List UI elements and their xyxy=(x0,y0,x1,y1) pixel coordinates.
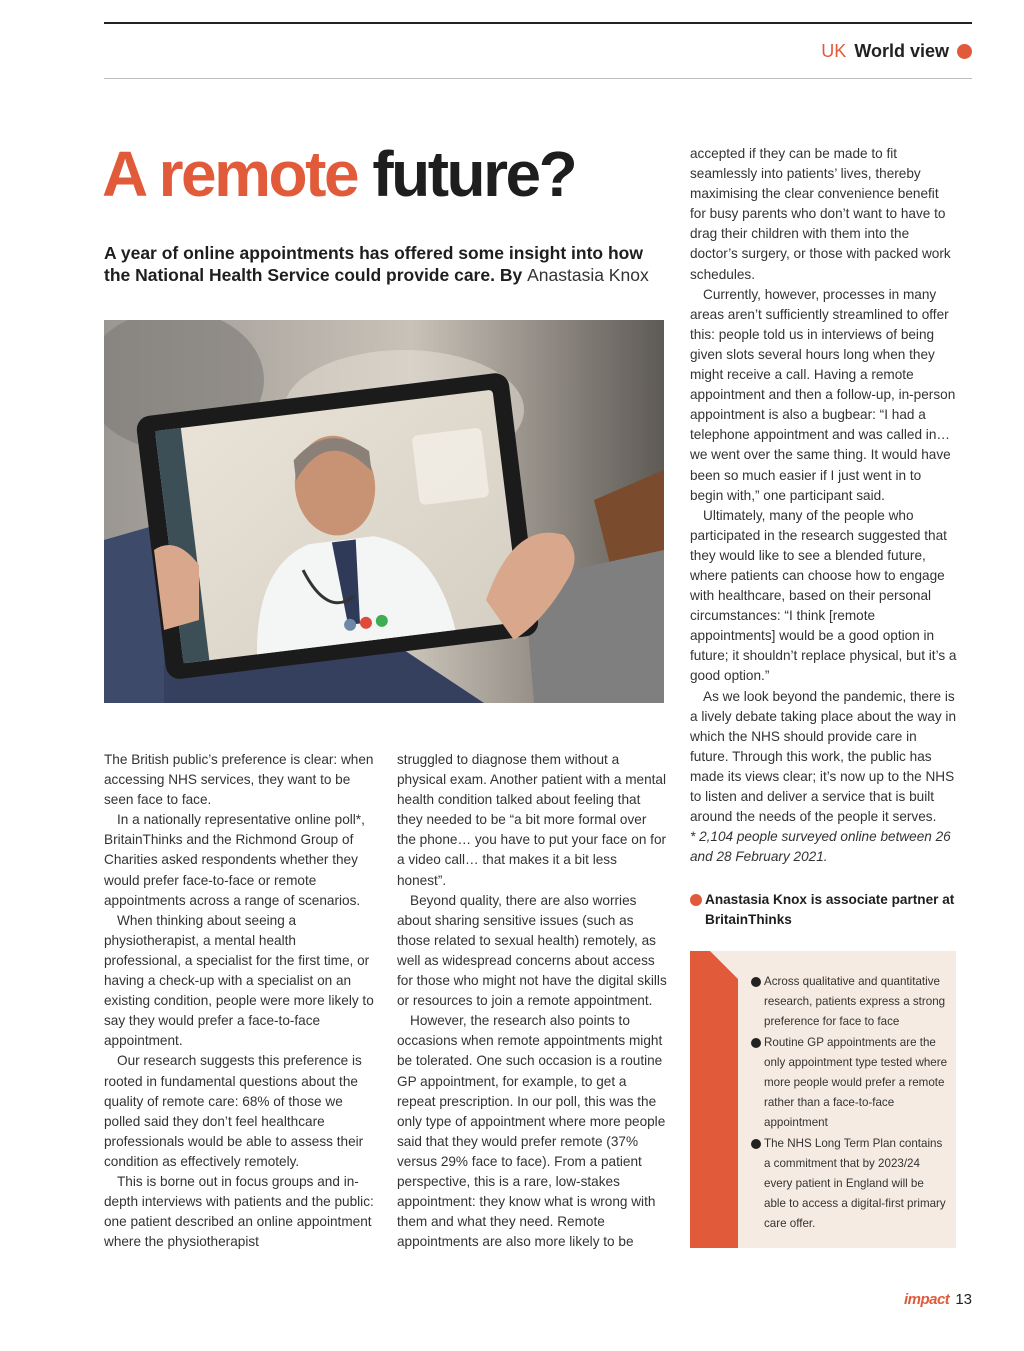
paragraph: In a nationally representative online poll*, BritainThinks and the Richmond Group of Charities asked respondents whether they would prefer face-to-face or remote appointments across a range of scenarios. xyxy=(104,812,365,908)
brand-logo: impact xyxy=(903,1291,950,1308)
orange-banner-shape xyxy=(690,951,738,1248)
standfirst xyxy=(104,242,666,286)
page-footer xyxy=(904,1291,972,1308)
author-bio xyxy=(690,890,960,930)
paragraph: Our research suggests this preference is rooted in fundamental questions about the quality of remote care: 68% of those we polled said they don’t feel healthcare professionals would be able to assess their condition as effectively remotely. xyxy=(104,1053,364,1169)
bullet-icon xyxy=(751,1139,761,1149)
paragraph: This is borne out in focus groups and in-depth interviews with patients and the public: one patient described an online appointment where the physiotherapist xyxy=(104,1173,374,1250)
paragraph: When thinking about seeing a physiotherapist, a mental health professional, a specialist for the first time, or having a check-up with a specialist on an existing condition, people were more likely to say they would prefer a face-to-face appointment. xyxy=(104,912,374,1049)
header-rule xyxy=(104,78,972,79)
paragraph: Beyond quality, there are also worries about sharing sensitive issues (such as those related to sexual health) remotely, as well as widespread concerns about access for those who might not have the digital skills or resources to join a remote appointment. xyxy=(397,892,667,1009)
paragraph: accepted if they can be made to fit seamlessly into patients’ lives, thereby maximising the clear convenience benefit for busy parents who don’t want to have to drag their children with them into the doctor’s surgery, or those with packed work schedules. xyxy=(690,146,951,282)
headline xyxy=(102,136,672,212)
headline-accent: A remote xyxy=(102,138,358,210)
orange-dot-icon xyxy=(690,894,702,906)
list-item-text: Across qualitative and quantitative research, patients express a strong preference for face to face xyxy=(764,975,946,1029)
paragraph: However, the research also points to occasions when remote appointments might be tolerated. One such occasion is a routine GP appointment, for example, to get a repeat prescription. In our poll, this was the only type of appointment where more people said that they would prefer remote (37% versus 29% face to face). From a patient perspective, this is a rare, low-stakes appointment: they know what is wrong with them and what they need. Remote appointments are also more likely to be xyxy=(397,1013,666,1250)
standfirst-text: A year of online appointments has offered some insight into how the National Health Service could provide care. xyxy=(104,243,643,285)
bullet-icon xyxy=(751,977,761,987)
body-column-2 xyxy=(397,750,667,1252)
paragraph: The British public’s preference is clear: when accessing NHS services, they want to be seen face to face. xyxy=(104,752,374,808)
author-bio-text: Anastasia Knox is associate partner at BritainThinks xyxy=(705,892,955,927)
orange-dot-icon xyxy=(957,44,972,59)
list-item-text: The NHS Long Term Plan contains a commitment that by 2023/24 every patient in England will be able to access a digital-first primary care offer. xyxy=(764,1136,946,1231)
list-item xyxy=(752,1134,948,1235)
bullet-icon xyxy=(751,1038,761,1048)
section-label xyxy=(821,40,972,62)
body-column-1 xyxy=(104,750,374,1252)
key-points-box xyxy=(690,951,956,1248)
list-item-text: Routine GP appointments are the only appointment type tested where more people would prefer a remote rather than a face-to-face appointment xyxy=(764,1035,948,1130)
author-name: Anastasia Knox xyxy=(527,265,649,285)
paragraph: As we look beyond the pandemic, there is a lively debate taking place about the way in which the NHS should provide care in future. Through this work, the public has made its views clear; it’s now up to the NHS to listen and deliver a service that is built around the needs of the people it serves. xyxy=(690,688,957,825)
list-item xyxy=(752,972,948,1033)
section-prefix: UK xyxy=(821,41,847,61)
doctor-video-call-illustration xyxy=(104,320,664,703)
body-column-3 xyxy=(690,144,958,867)
footnote: * 2,104 people surveyed online between 26 and 28 February 2021. xyxy=(690,829,951,865)
key-points-list xyxy=(752,972,948,1235)
list-item xyxy=(752,1033,948,1134)
standfirst-by: By xyxy=(499,265,523,285)
paragraph: struggled to diagnose them without a physical exam. Another patient with a mental health condition talked about feeling that they needed to be “a bit more formal over the phone… you have to put your face on for a video call… that makes it a bit less honest”. xyxy=(397,752,667,888)
top-rule xyxy=(104,22,972,24)
paragraph: Currently, however, processes in many areas aren’t sufficiently streamlined to offer this: people told us in interviews of being given slots several hours long when they might receive a call. Having a remote appointment and then a follow-up, in-person appointment is also a bugbear: “I had a telephone appointment and was called in… we went over the same thing. It would have been so much easier if I just went in to begin with,” one participant said. xyxy=(690,286,956,503)
paragraph: Ultimately, many of the people who participated in the research suggested that they would like to see a blended future, where patients can choose how to engage with healthcare, based on their personal circumstances: “I think [remote appointments] would be a good option in future; it shouldn’t replace physical, but it’s a good option.” xyxy=(690,507,957,684)
article-photo xyxy=(104,320,664,703)
page-number: 13 xyxy=(955,1291,972,1308)
headline-main: future? xyxy=(372,138,576,210)
section-title: World view xyxy=(854,41,949,61)
